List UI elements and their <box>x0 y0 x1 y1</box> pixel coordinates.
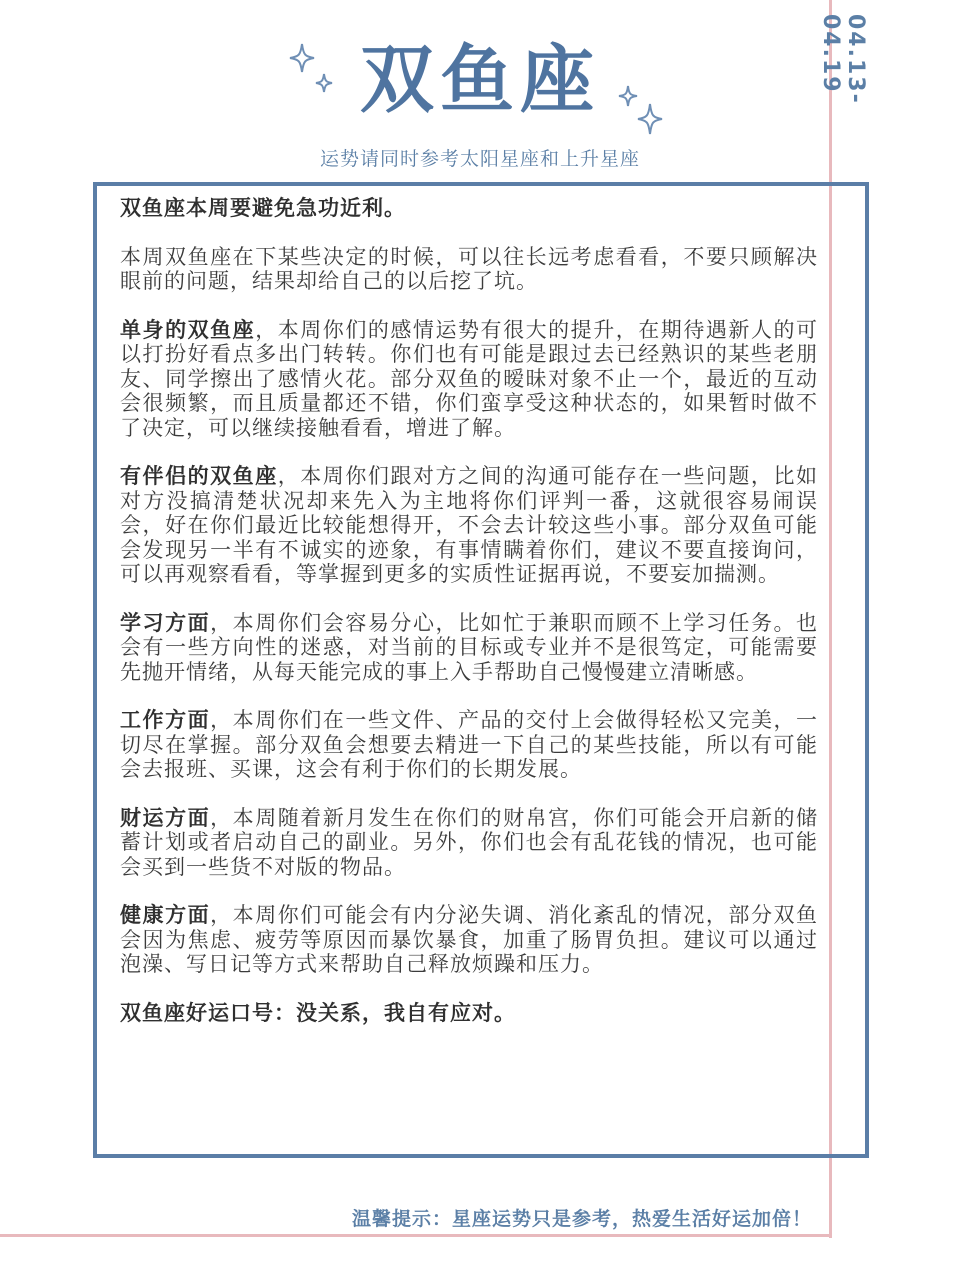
date-range: 04.13-04.19 <box>818 14 868 105</box>
section-single: 单身的双鱼座，本周你们的感情运势有很大的提升，在期待遇新人的可以打扮好看点多出门转转。你们也有可能是跟过去已经熟识的某些老朋友、同学擦出了感情火花。部分双鱼的暧昧对象不止一个，最近的互动会很频繁，而且质量都还不错，你们蛮享受这种状态的，如果暂时做不了决定，可以继续接触看看，增进了解。 <box>120 317 819 440</box>
page-title: 双鱼座 <box>360 37 600 123</box>
section-work: 工作方面，本周你们在一些文件、产品的交付上会做得轻松又完美，一切尽在掌握。部分双鱼会想要去精进一下自己的某些技能，所以有可能会去报班、买课，这会有利于你们的长期发展。 <box>120 708 819 781</box>
section-study: 学习方面，本周你们会容易分心，比如忙于兼职而顾不上学习任务。也会有一些方向性的迷惑，对当前的目标或专业并不是很笃定，可能需要先抛开情绪，从每天能完成的事上入手帮助自己慢慢建立清晰感。 <box>120 610 819 684</box>
intro-paragraph: 本周双鱼座在下某些决定的时候，可以往长远考虑看看，不要只顾解决眼前的问题，结果却给自己的以后挖了坑。 <box>120 244 818 293</box>
pink-horizontal-rule <box>0 1234 832 1237</box>
horoscope-body <box>120 196 818 1049</box>
subtitle: 运势请同时参考太阳星座和上升星座 <box>319 148 640 170</box>
section-wealth: 财运方面，本周随着新月发生在你们的财帛宫，你们可能会开启新的储蓄计划或者启动自己的副业。另外，你们也会有乱花钱的情况，也可能会买到一些货不对版的物品。 <box>120 805 819 879</box>
slogan: 双鱼座好运口号：没关系，我自有应对。 <box>120 1000 516 1025</box>
section-health: 健康方面，本周你们可能会有内分泌失调、消化紊乱的情况，部分双鱼会因为焦虑、疲劳等原因而暴饮暴食，加重了肠胃负担。建议可以通过泡澡、写日记等方式来帮助自己释放烦躁和压力。 <box>120 903 819 976</box>
intro-heading: 双鱼座本周要避免急功近利。 <box>120 196 406 220</box>
footer-tip: 温馨提示：星座运势只是参考，热爱生活好运加倍！ <box>351 1208 812 1230</box>
section-partnered: 有伴侣的双鱼座，本周你们跟对方之间的沟通可能存在一些问题，比如对方没搞清楚状况却来先入为主地将你们评判一番，这就很容易闹误会，好在你们最近比较能想得开，不会去计较这些小事。部分双鱼可能会发现另一半有不诚实的迹象，有事情瞒着你们，建议不要直接询问，可以再观察看看，等掌握到更多的实质性证据再说，不要妄加揣测。 <box>120 464 818 586</box>
